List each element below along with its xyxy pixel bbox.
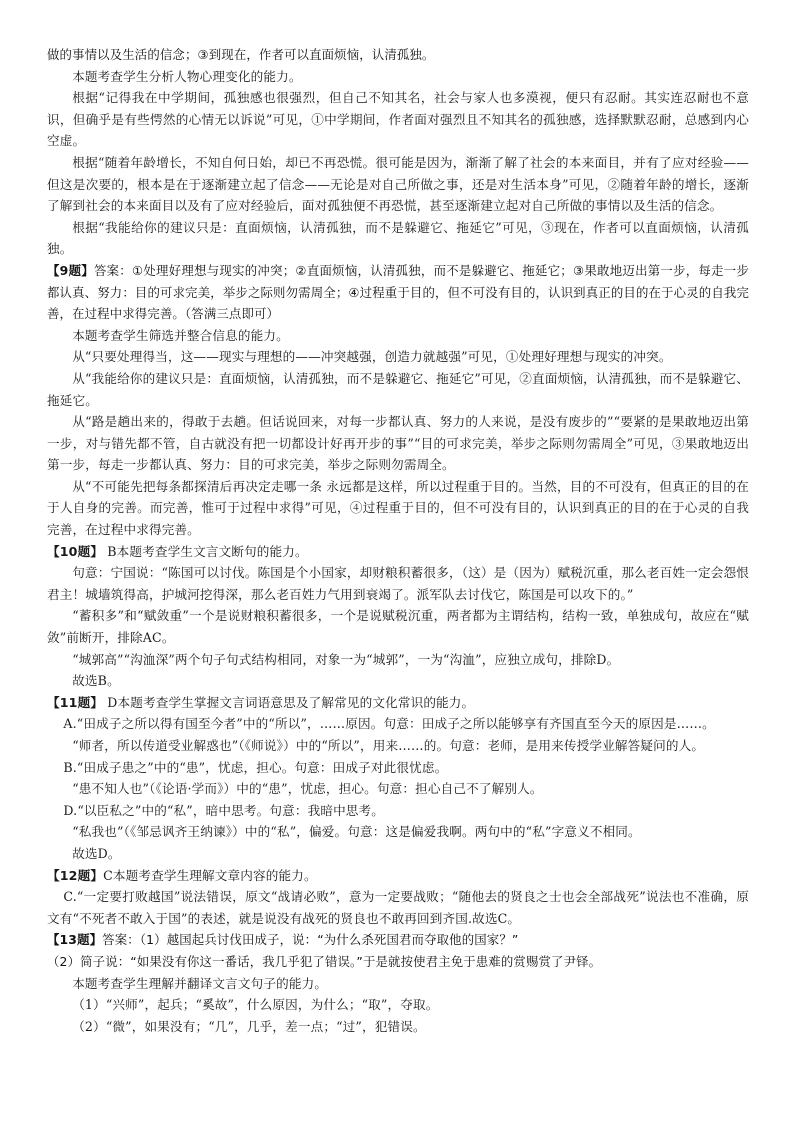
paragraph-q10-answer [47, 541, 749, 563]
paragraph-q10-translation: 句意：宁国说：“陈国可以讨伐。陈国是个小国家，却财粮积蓄很多，（这）是（因为）赋税沉重，那么老百姓一定会怨恨君主！城墙筑得高，护城河挖得深，那么老百姓力气用到衰竭了。派军队去讨伐它，陈国是可以攻下的。” [47, 565, 749, 602]
paragraph-q12-option-c: C.“一定要打败越国”说法错误，原文“战请必败”，意为一定要战败；“随他去的贤良之士也会全部战死”说法也不准确，原文有“不死者不敢入于国”的表述，就是说没有战死的贤良也不敢再回到齐国.故选C。 [47, 889, 749, 926]
answer-text: C本题考查学生理解文章内容的能力。 [103, 867, 317, 883]
paragraph-q9-skill: 本题考查学生筛选并整合信息的能力。 [72, 327, 289, 343]
paragraph-q9-point4: 从“不可能先把每条都探清后再决定走哪一条 永远都是这样，所以过程重于目的。当然，目的不可没有，但真正的目的在于人自身的完善。而完善，惟可于过程中求得”可见，④过程重于目的，但不可没有目的，认识到真正的目的在于心灵的自我完善，在过程中求得完善。 [47, 478, 749, 538]
paragraph-answer-continuation: 做的事情以及生活的信念；③到现在，作者可以直面烦恼，认清孤独。 [47, 47, 435, 62]
paragraph-q8-point2: 根据“随着年龄增长，不知自何日始，却已不再恐慌。很可能是因为，渐渐了解了社会的本来面目，并有了应对经验——但这是次要的，根本是在于逐渐建立起了信念——无论是对自己所做之事，还是对生活本身”可见，②随着年龄的增长，逐渐了解到社会的本来面目以及有了应对经验后，面对孤独便不再恐慌，甚至逐渐建立起对自己所做的事情以及生活的信念。 [47, 154, 749, 214]
paragraph-q13-answer1 [47, 929, 749, 951]
paragraph-q8-point3: 根据“我能给你的建议只是：直面烦恼，认清孤独，而不是躲避它、拖延它”可见，③现在，作者可以直面烦恼，认清孤独。 [47, 219, 749, 257]
paragraph-q12-answer [47, 865, 749, 887]
paragraph-q13-point1: （1）“兴师”，起兵；“奚故”，什么原因，为什么；“取”，夺取。 [72, 997, 439, 1013]
paragraph-q11-option-a: A.“田成子之所以得有国至今者”中的“所以”，……原因。句意：田成子之所以能够享有齐国直至今天的原因是……。 [63, 716, 715, 732]
question-tag: 【10题】 [47, 543, 104, 559]
paragraph-q11-option-d-compare: “私我也”（《邹忌讽齐王纳谏》）中的“私”，偏爱。句意：这是偏爱我啊。两句中的“私”字意义不相同。 [72, 824, 641, 840]
answer-text: 答案：①处理好理想与现实的冲突；②直面烦恼，认清孤独，而不是躲避它、拖延它；③果敢地迈出第一步，每走一步都认真、努力：目的可求完美，举步之际则勿需周全；④过程重于目的，但不可没有目的，认识到真正的目的在于心灵的自我完善，在过程中求得完善。（答满三点即可） [47, 262, 749, 322]
question-tag: 【12题】 [47, 867, 104, 883]
paragraph-q8-skill: 本题考查学生分析人物心理变化的能力。 [72, 68, 302, 84]
paragraph-q11-option-d: D.“以臣私之”中的“私”，暗中思考。句意：我暗中思考。 [63, 802, 385, 818]
paragraph-q13-skill: 本题考查学生理解并翻译文言文句子的能力。 [72, 975, 328, 991]
paragraph-q10-conclusion: 故选B。 [72, 673, 120, 689]
paragraph-q9-answer [47, 260, 749, 325]
paragraph-q13-answer2: （2）简子说：“如果没有你这一番话，我几乎犯了错误。”于是就按使君主免于患难的赏赐赏了尹铎。 [47, 953, 602, 969]
paragraph-q8-point1: 根据“记得我在中学期间，孤独感也很强烈，但自己不知其名，社会与家人也多漠视，便只有忍耐。其实连忍耐也不意识，但确乎是有些愕然的心情无以诉说”可见，①中学期间，作者面对强烈且不知其名的孤独感，选择默默忍耐，总感到内心空虚。 [47, 90, 749, 149]
paragraph-q10-analysis1: “蓄积多”和“赋敛重”一个是说财粮积蓄很多，一个是说赋税沉重，两者都为主谓结构，结构一致，单独成句，故应在“赋敛”前断开，排除AC。 [47, 608, 749, 646]
paragraph-q11-option-b-compare: “患不知人也”（《论语·学而》）中的“患”，忧虑，担心。句意：担心自己不了解别人。 [72, 781, 543, 797]
paragraph-q11-conclusion: 故选D。 [72, 845, 121, 861]
answer-text: 答案：（1）越国起兵讨伐田成子，说：“为什么杀死国君而夺取他的国家？” [102, 932, 519, 948]
answer-text: D本题考查学生掌握文言词语意思及了解常见的文化常识的能力。 [103, 694, 475, 710]
paragraph-q13-point2: （2）“微”，如果没有；“几”，几乎，差一点；“过”，犯错误。 [72, 1018, 426, 1034]
document-page [47, 44, 749, 1037]
paragraph-q10-analysis2: “城郭高”“沟洫深”两个句子句式结构相同，对象一为“城郭”，一为“沟洫”，应独立成句，排除D。 [72, 651, 620, 667]
paragraph-q9-point1: 从“只要处理得当，这——现实与理想的——冲突越强，创造力就越强”可见，①处理好理想与现实的冲突。 [72, 349, 672, 365]
paragraph-q9-point3: 从“路是趟出来的，得敢于去趟。但话说回来，对每一步都认真、努力的人来说，是没有废步的”“要紧的是果敢地迈出第一步，对与错先都不管，自古就没有把一切都设计好再开步的事”“目的可求完美，举步之际则勿需周全”可见，③果敢地迈出第一步，每走一步都认真、努力：目的可求完美，举步之际则勿需周全。 [47, 414, 749, 473]
paragraph-q11-option-a-compare: “师者，所以传道受业解惑也”（《师说》）中的“所以”，用来……的。句意：老师，是用来传授学业解答疑问的人。 [72, 738, 705, 753]
question-tag: 【9题】 [47, 262, 94, 278]
question-tag: 【13题】 [47, 932, 103, 948]
question-tag: 【11题】 [47, 694, 104, 710]
answer-text: B本题考查学生文言文断句的能力。 [103, 543, 308, 559]
paragraph-q11-answer [47, 692, 749, 714]
paragraph-q11-option-b: B.“田成子患之”中的“患”，忧虑，担心。句意：田成子对此很忧虑。 [63, 759, 448, 775]
paragraph-q9-point2: 从“我能给你的建议只是：直面烦恼，认清孤独，而不是躲避它、拖延它”可见，②直面烦恼，认清孤独，而不是躲避它、拖延它。 [47, 370, 749, 408]
